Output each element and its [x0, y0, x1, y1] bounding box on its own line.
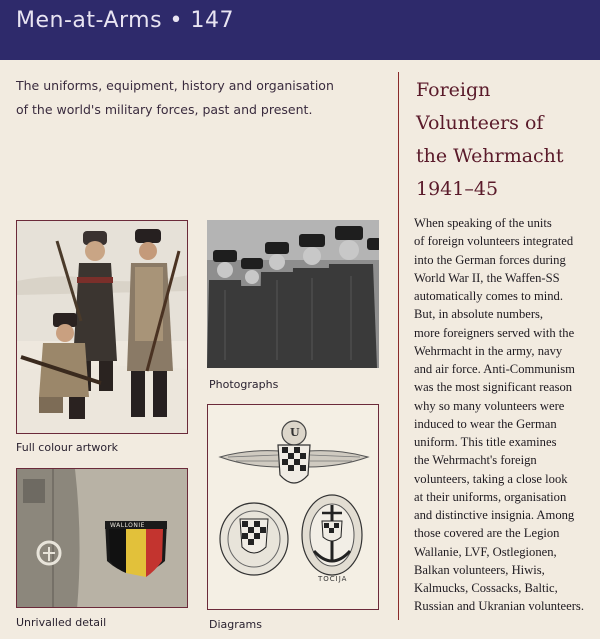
photographs-caption: Photographs [209, 378, 279, 391]
desc-line: Russian and Ukranian volunteers. [414, 599, 584, 614]
detail-caption: Unrivalled detail [16, 616, 107, 629]
soldiers-photograph [207, 220, 379, 368]
desc-line: When speaking of the units [414, 216, 552, 230]
desc-line: those covered are the Legion [414, 526, 560, 541]
desc-line: at their uniforms, organisation [414, 489, 567, 504]
desc-line: was the most significant reason [414, 380, 573, 395]
desc-line: volunteers, taking a close look [414, 471, 568, 486]
desc-line: more foreigners served with the [414, 325, 575, 340]
desc-line: the Wehrmacht's foreign [414, 453, 537, 468]
title-line: Foreign [416, 79, 491, 101]
title-line: Volunteers of [416, 112, 544, 134]
uniform-sleeve-detail [17, 469, 188, 608]
desc-line: automatically comes to mind. [414, 289, 563, 303]
wallonie-badge-text: WALLONIE [110, 522, 145, 529]
desc-line: Wallanie, LVF, Ostlegionen, [414, 544, 557, 559]
diagram-oval-text: TOCIJA [318, 575, 348, 583]
soldiers-artwork-illustration [17, 221, 188, 434]
title-line: 1941–45 [416, 178, 499, 200]
desc-line: uniform. This title examines [414, 435, 557, 449]
photographs-panel [207, 220, 379, 368]
diagrams-caption: Diagrams [209, 618, 262, 631]
intro-text [16, 74, 386, 122]
column-divider [398, 72, 399, 620]
intro-line: of the world's military forces, past and present. [16, 102, 313, 117]
series-title: Men-at-Arms • 147 [16, 8, 235, 33]
desc-line: why so many volunteers were [414, 398, 565, 413]
desc-line: World War II, the Waffen-SS [414, 270, 560, 285]
description-text [414, 214, 596, 616]
desc-line: of foreign volunteers integrated [414, 234, 574, 249]
desc-line: and distinctive insignia. Among [414, 508, 575, 522]
diagram-top-letter: U [290, 426, 300, 439]
desc-line: into the German forces during [414, 252, 566, 267]
series-header [0, 0, 600, 60]
desc-line: induced to wear the German [414, 416, 557, 431]
desc-line: But, in absolute numbers, [414, 307, 544, 322]
desc-line: Kalmucks, Cossacks, Baltic, [414, 581, 558, 595]
detail-panel [16, 468, 188, 608]
book-title [416, 74, 596, 206]
title-line: the Wehrmacht [416, 145, 564, 167]
artwork-caption: Full colour artwork [16, 441, 119, 454]
intro-line: The uniforms, equipment, history and organisation [16, 78, 334, 93]
desc-line: Wehrmacht in the army, navy [414, 343, 563, 358]
diagrams-panel [207, 404, 379, 610]
desc-line: and air force. Anti-Communism [414, 362, 575, 376]
desc-line: Balkan volunteers, Hiwis, [414, 562, 545, 577]
artwork-panel [16, 220, 188, 434]
